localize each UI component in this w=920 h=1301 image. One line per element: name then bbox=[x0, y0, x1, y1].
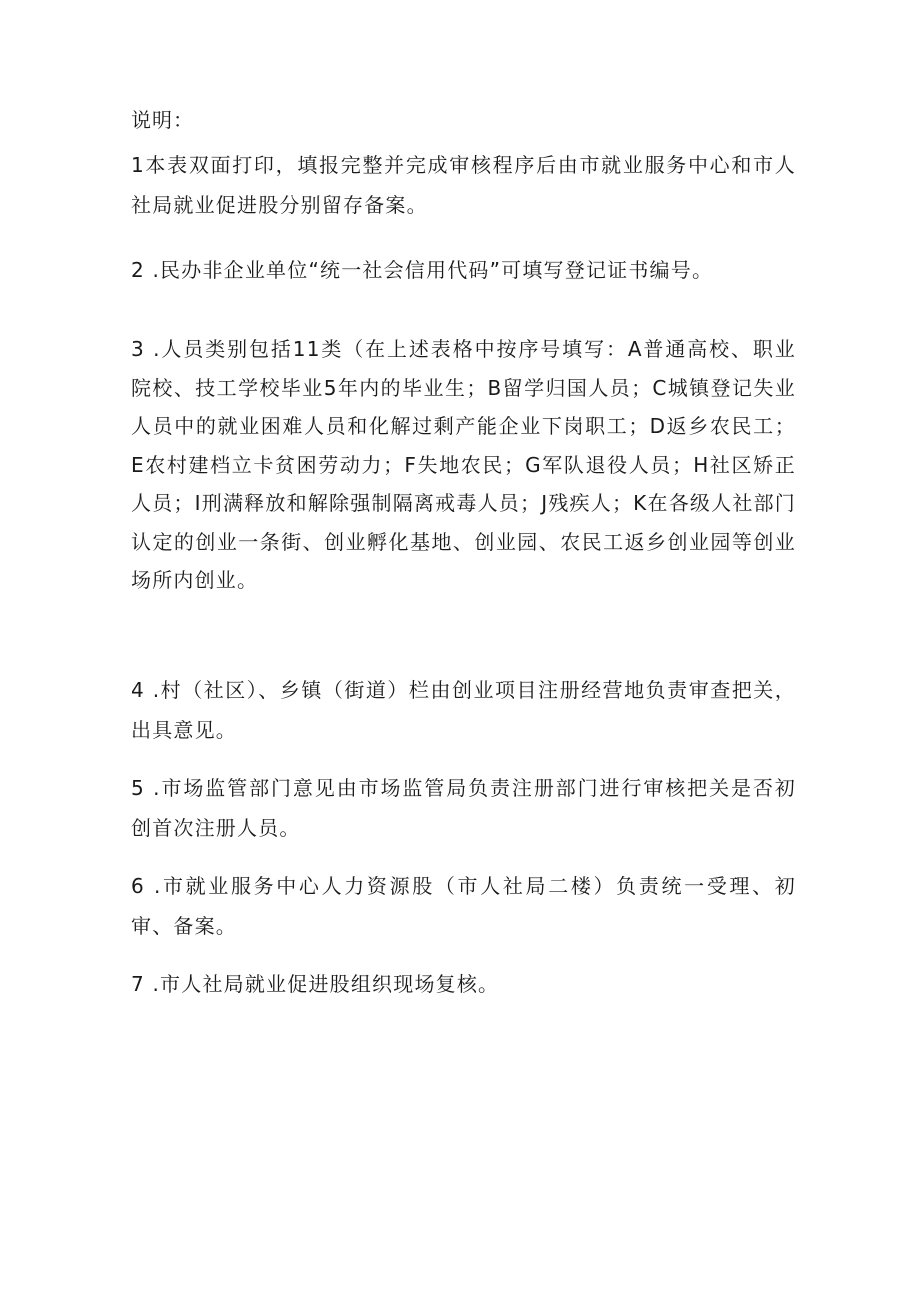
note-item-2: 2 .民办非企业单位“统一社会信用代码”可填写登记证书编号。 bbox=[131, 258, 714, 282]
note-item-1: 1本表双面打印，填报完整并完成审核程序后由市就业服务中心和市人社局就业促进股分别留存备案。 bbox=[131, 153, 796, 217]
notes-heading: 说明： bbox=[131, 108, 194, 132]
note-item-4: 4 .村（社区）、乡镇（街道）栏由创业项目注册经营地负责审查把关，出具意见。 bbox=[131, 678, 796, 742]
note-item-3: 3 .人员类别包括11类（在上述表格中按序号填写：A普通高校、职业院校、技工学校毕业5年内的毕业生；B留学归国人员；C城镇登记失业人员中的就业困难人员和化解过剩产能企业下岗职工；D返乡农民工；E农村建档立卡贫困劳动力；F失地农民；G军队退役人员；H社区矫正人员；I刑满释放和解除强制隔离戒毒人员；J残疾人；K在各级人社部门认定的创业一条街、创业孵化基地、创业园、农民工返乡创业园等创业场所内创业。 bbox=[131, 337, 796, 592]
note-item-5: 5 .市场监管部门意见由市场监管局负责注册部门进行审核把关是否初创首次注册人员。 bbox=[131, 776, 796, 840]
note-item-7: 7 .市人社局就业促进股组织现场复核。 bbox=[131, 972, 500, 996]
note-item-6: 6 .市就业服务中心人力资源股（市人社局二楼）负责统一受理、初审、备案。 bbox=[131, 874, 796, 938]
